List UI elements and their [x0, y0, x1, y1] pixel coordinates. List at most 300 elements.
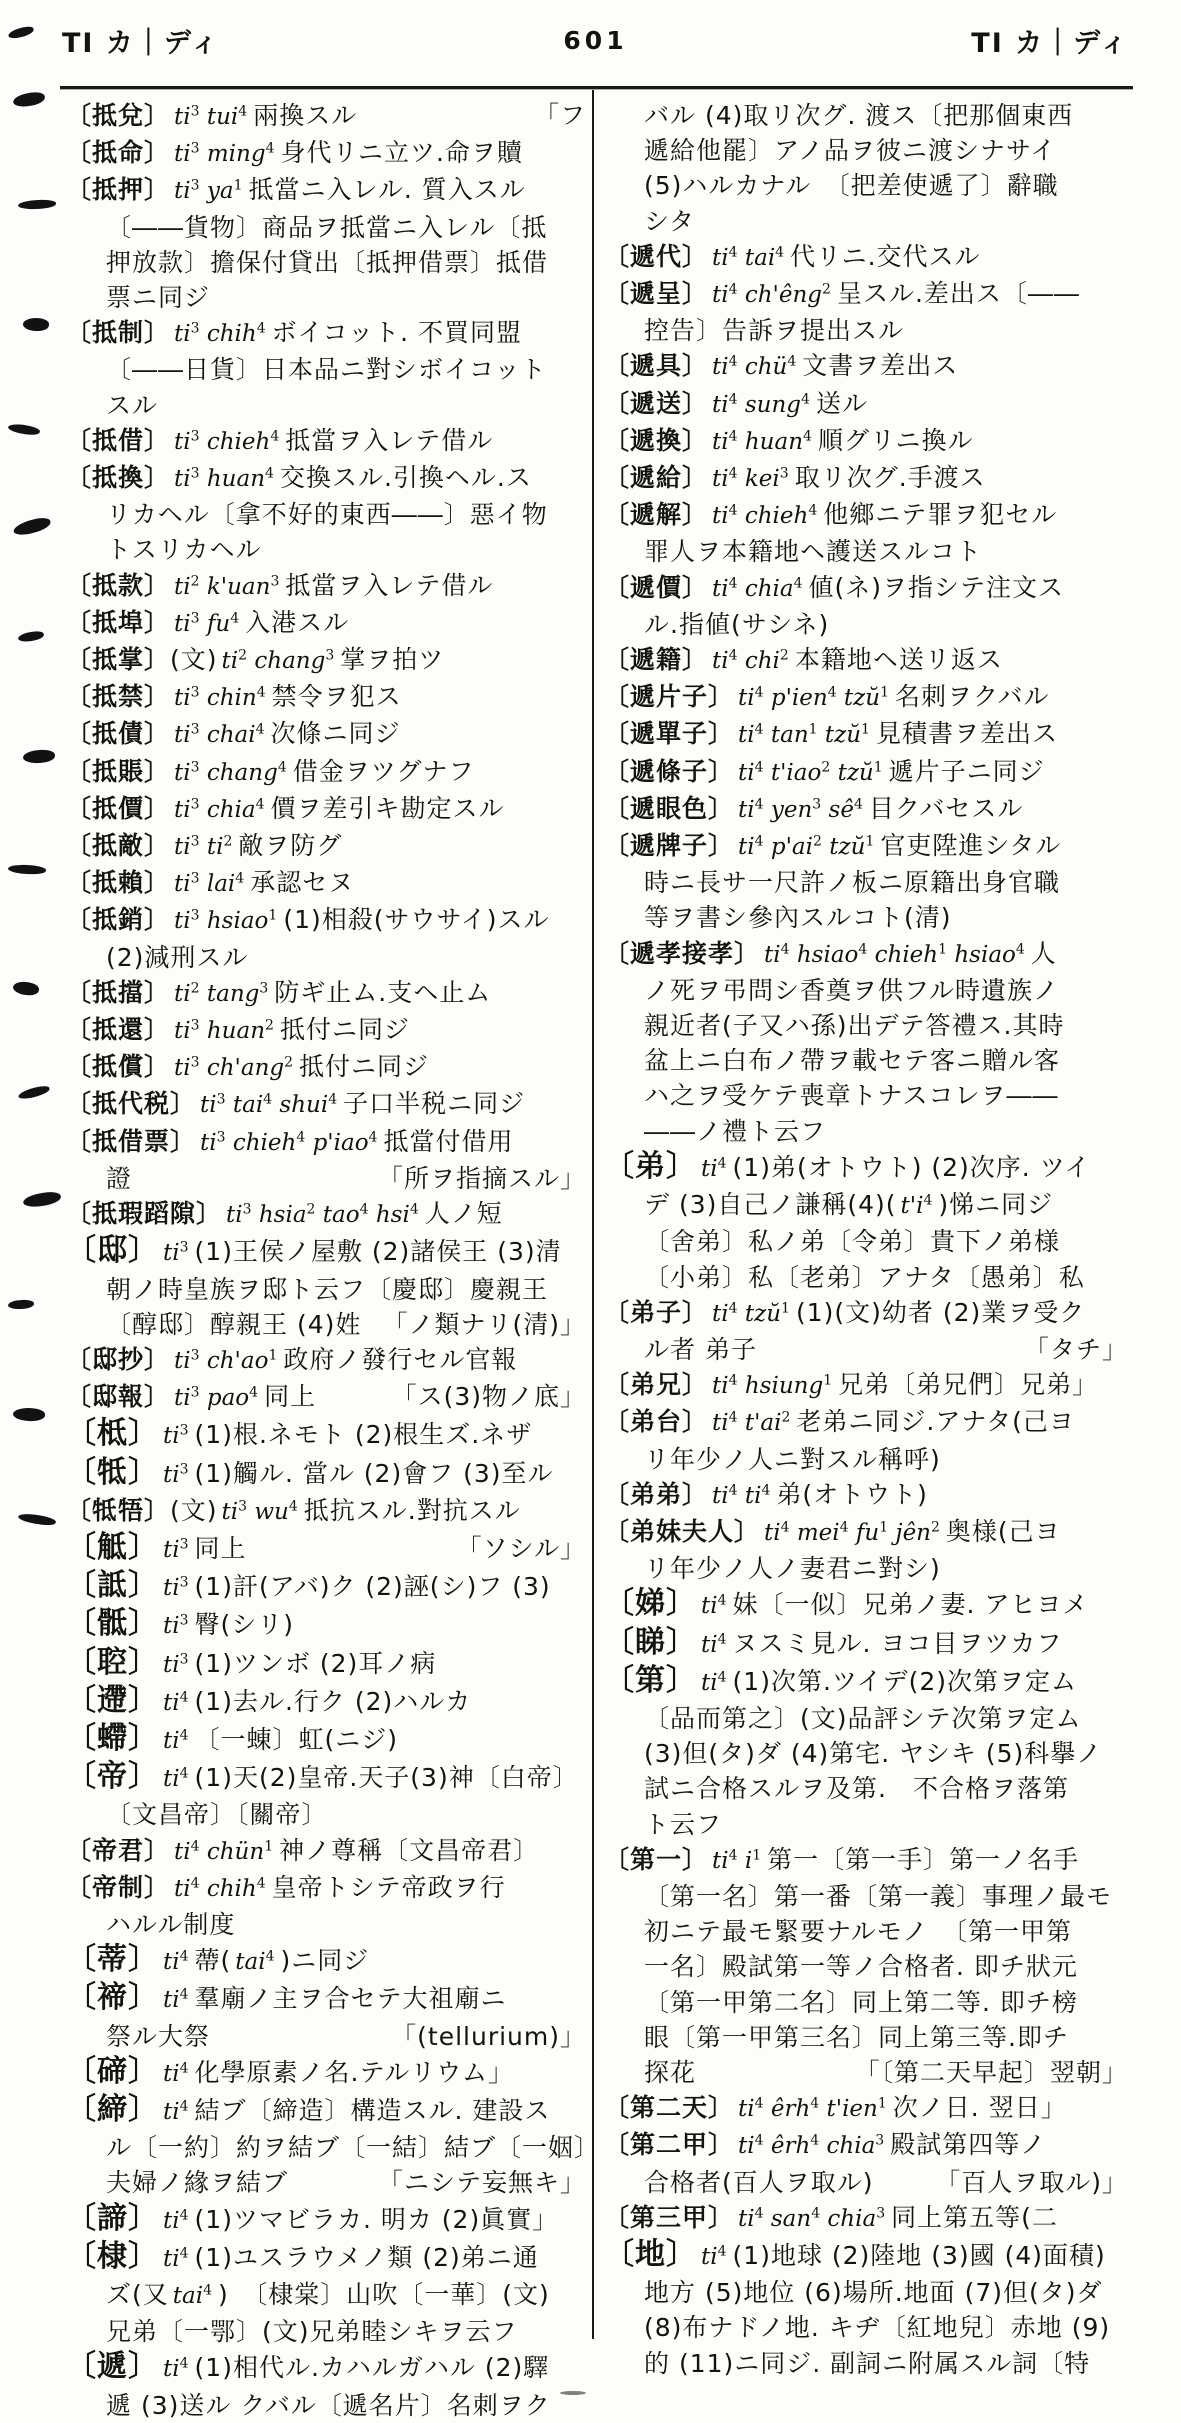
line-text	[66, 98, 526, 135]
romanization: $ti^3$	[163, 1650, 189, 1678]
headword: 〔遞呈〕	[604, 279, 709, 309]
dict-line	[66, 352, 586, 387]
line-text	[644, 2275, 1128, 2310]
dict-line	[604, 1985, 1128, 2020]
line-text	[604, 679, 1128, 716]
line-text	[66, 975, 586, 1012]
romanization: $ti^3$ $ya^1$	[174, 177, 243, 205]
dict-line	[66, 135, 586, 172]
line-text	[604, 1404, 1128, 1441]
dict-line	[604, 2310, 1128, 2345]
headword: 〔遞片子〕	[604, 682, 735, 712]
dict-line	[66, 1272, 586, 1307]
definition-text: スル	[106, 390, 159, 420]
definition-text: 抵當ニ入レル. 質入スル	[248, 175, 526, 205]
definition-text: 文書ヲ差出ス	[802, 351, 959, 381]
line-text	[66, 135, 586, 172]
line-text	[66, 1379, 384, 1416]
definition-text: 遞給他罷〕アノ品ヲ彼ニ渡シナサイ	[644, 136, 1057, 166]
headword-bold: 〔遰〕	[66, 1682, 159, 1718]
line-text	[66, 679, 586, 716]
dict-line	[604, 276, 1128, 313]
line-text	[66, 2054, 586, 2092]
line-text	[604, 642, 1128, 679]
headword: 〔遞價〕	[604, 572, 709, 602]
line-text	[644, 1043, 1128, 1078]
line-text	[106, 388, 586, 423]
romanization: tai$^4$	[172, 2282, 212, 2309]
line-text	[644, 2020, 1128, 2055]
line-text	[644, 1078, 1128, 1113]
definition-text: 他鄉ニテ罪ヲ犯セル	[823, 500, 1058, 530]
definition-text: 殿試第四等ノ	[890, 2130, 1047, 2160]
line-text	[66, 828, 586, 865]
romanization: $ti^3$ $fu^4$	[174, 610, 240, 637]
dict-line	[66, 497, 586, 532]
line-text	[644, 1949, 1128, 1984]
dict-line	[66, 1683, 586, 1721]
definition-text: (文)	[170, 645, 218, 675]
dict-line	[604, 1442, 1128, 1477]
definition-text: 目クバセスル	[868, 793, 1024, 823]
definition-text: (1)天(2)皇帝.天子(3)神〔白帝〕	[194, 1763, 579, 1793]
romanization: $ti^4$ t'iao$^2$ tzŭ$^1$	[738, 759, 883, 786]
line-text	[604, 1477, 1128, 1514]
definition-text: ズ(又	[106, 2279, 169, 2309]
headword-bold: 〔碲〕	[66, 2053, 159, 2089]
definition-text: 送ル	[815, 388, 868, 418]
headword: 〔遞眼色〕	[604, 793, 735, 823]
headword: 〔抵押〕	[66, 175, 171, 205]
dict-line	[604, 1260, 1128, 1295]
line-text	[644, 98, 1128, 133]
romanization: $ti^2$ tang$^3$	[174, 980, 269, 1007]
dict-line	[66, 2165, 586, 2200]
line-text	[604, 1149, 1128, 1187]
line-text	[644, 204, 1128, 239]
headword: 〔抵換〕	[66, 463, 171, 493]
line-text	[66, 568, 586, 605]
line-text	[644, 1551, 1128, 1586]
dict-line	[66, 1379, 586, 1416]
dict-line	[604, 642, 1128, 679]
line-text	[604, 1663, 1128, 1701]
dict-line	[604, 348, 1128, 385]
dict-line	[66, 642, 586, 679]
line-text	[66, 423, 586, 460]
headword-bold: 〔帝〕	[66, 1759, 159, 1795]
definition-text: (3)但(タ)ダ (4)第宅. ヤシキ (5)科擧ノ	[644, 1739, 1103, 1769]
dict-line	[604, 1043, 1128, 1078]
dict-line	[66, 1870, 586, 1907]
romanization: $ti^3$	[163, 1574, 189, 1602]
line-text	[66, 605, 586, 642]
dict-line	[66, 1980, 586, 2018]
line-text	[604, 936, 1128, 973]
definition-text: 抵付ニ同ジ	[299, 1052, 430, 1082]
definition-text: 名刺ヲクバル	[895, 682, 1050, 712]
dict-line	[66, 1086, 586, 1123]
headword: 〔抵制〕	[66, 318, 171, 348]
headword: 〔抵代税〕	[66, 1089, 197, 1119]
definition-text: (文)	[170, 1495, 218, 1525]
headword-bold: 〔諦〕	[66, 2200, 159, 2236]
headword-bold: 〔詆〕	[66, 1568, 159, 1604]
dict-line	[604, 133, 1128, 168]
definition-text: 盆上ニ白布ノ帶ヲ載セテ客ニ贈ル客	[644, 1046, 1061, 1076]
line-text	[644, 1008, 1128, 1043]
line-text	[106, 210, 586, 245]
dict-line	[66, 98, 586, 135]
dict-line	[604, 1551, 1128, 1586]
romanization: $ti^4$ p'ien$^4$ tzŭ$^1$	[738, 684, 890, 712]
catchword: 「ス(3)物ノ底」	[391, 1382, 586, 1412]
definition-text: )悌ニ同ジ	[938, 1190, 1054, 1220]
dict-line	[604, 2346, 1128, 2381]
headword: 〔帝制〕	[66, 1872, 171, 1902]
definition-text: 〔醇邸〕醇親王 (4)姓	[106, 1309, 362, 1339]
dict-line	[604, 679, 1128, 716]
dict-line	[66, 1233, 586, 1271]
romanization: $ti^4$ san$^4$ chia$^3$	[738, 2205, 886, 2232]
dict-line	[604, 534, 1128, 569]
headword: 〔抵掌〕	[66, 645, 171, 675]
romanization: $ti^3$ chieh$^4$	[174, 428, 280, 455]
line-text	[604, 1514, 1128, 1551]
romanization: $ti^3$	[163, 1612, 189, 1640]
definition-text: 試ニ合格スルヲ及第. 不合格ヲ落第	[644, 1774, 1069, 1804]
line-text	[644, 1187, 1128, 1224]
dict-line	[66, 679, 586, 716]
headword: 〔遞代〕	[604, 241, 709, 271]
line-text	[644, 1114, 1128, 1149]
margin-ink-mark	[18, 630, 45, 643]
definition-text: 子口半税ニ同ジ	[343, 1089, 526, 1119]
dict-line	[66, 2349, 586, 2387]
line-text	[106, 2019, 383, 2054]
definition-text: (1)ユスラウメノ類 (2)弟ニ通	[194, 2242, 539, 2272]
romanization: $ti^4$ $\tan^1$ tzŭ$^1$	[738, 721, 870, 749]
definition-text: ――ノ禮ト云フ	[644, 1116, 827, 1146]
romanization: $ti^4$	[163, 2355, 189, 2383]
headword: 〔遞具〕	[604, 351, 709, 381]
definition-text: (1)弟(オトウト) (2)次序. ツイ	[732, 1152, 1091, 1182]
line-text	[66, 1233, 586, 1271]
definition-text: 順グリニ換ル	[817, 425, 974, 455]
dict-line	[604, 2090, 1128, 2127]
definition-text: 防ギ止ム.支ヘ止ム	[274, 977, 492, 1007]
definition-text: 〔第一名〕第一番〔第一義〕事理ノ最モ	[644, 1881, 1113, 1911]
line-text	[66, 2349, 586, 2387]
dict-line	[66, 423, 586, 460]
catchword: 「〔第二天早起〕翌朝」	[854, 2057, 1128, 2087]
romanization: $ti^3$ huan$^4$	[174, 465, 274, 493]
definition-text: 等ヲ書シ參內スルコト(清)	[644, 903, 952, 933]
dict-line	[66, 1568, 586, 1606]
line-text	[106, 2314, 586, 2349]
romanization: $ti^4$	[163, 1948, 189, 1976]
line-text	[644, 1260, 1128, 1295]
dict-line	[66, 1907, 586, 1942]
headword: 〔邸報〕	[66, 1382, 171, 1412]
definition-text: 時ニ長サ一尺許ノ板ニ原籍出身官職	[644, 868, 1061, 898]
definition-text: (1)ツマビラカ. 明カ (2)眞實」	[194, 2204, 559, 2234]
dict-line	[66, 828, 586, 865]
line-text	[66, 865, 586, 902]
definition-text: 〔舍弟〕私ノ弟〔令弟〕貴下ノ弟様	[644, 1227, 1061, 1257]
romanization: $ti^3$ chih$^4$	[174, 320, 266, 348]
dict-line	[604, 1078, 1128, 1113]
line-text	[66, 1568, 586, 1606]
definition-text: (5)ハルカナル 〔把差使遞了〕辭職	[644, 171, 1059, 201]
dict-line	[66, 1645, 586, 1683]
headword: 〔第二甲〕	[604, 2130, 735, 2160]
definition-text: 呈スル.差出ス〔――	[836, 279, 1080, 309]
dict-line	[604, 900, 1128, 935]
line-text	[604, 716, 1128, 753]
dict-line	[66, 172, 586, 209]
romanization: $ti^4$	[701, 1669, 727, 1696]
romanization: $ti^3$ chieh$^4$ p'iao$^4$	[200, 1129, 378, 1156]
column-divider	[592, 90, 594, 2339]
definition-text: 祭ル大祭	[106, 2021, 211, 2051]
headword: 〔抵償〕	[66, 1052, 171, 1082]
definition-text: 掌ヲ拍ツ	[340, 645, 445, 675]
definition-text: 次條ニ同ジ	[270, 719, 401, 749]
definition-text: リ年少ノ人ニ對スル稱呼)	[644, 1444, 941, 1474]
headword-bold: 〔聜〕	[66, 1644, 159, 1680]
dict-line	[66, 1196, 586, 1233]
dict-line	[604, 1224, 1128, 1259]
line-text	[106, 940, 586, 975]
dict-line	[604, 1807, 1128, 1842]
definition-text: 朝ノ時皇族ヲ邸ト云フ〔慶邸〕慶親王	[106, 1274, 549, 1304]
definition-text: 一名〕殿試第一等ノ合格者. 即チ狀元	[644, 1952, 1078, 1982]
line-text	[66, 1870, 586, 1907]
headword: 〔遞送〕	[604, 388, 709, 418]
line-text	[644, 973, 1128, 1008]
romanization: $ti^3$	[163, 1422, 189, 1450]
line-text	[66, 1124, 586, 1161]
headword-bold: 〔遞〕	[66, 2349, 159, 2385]
romanization: $ti^4$ tzŭ$^1$	[712, 1300, 790, 1327]
headword: 〔抵賴〕	[66, 868, 171, 898]
line-text	[66, 1342, 586, 1379]
dict-line	[604, 1663, 1128, 1701]
romanization: $ti^4$ $p'ai^2$ tzŭ$^1$	[738, 833, 875, 861]
definition-text: 政府ノ發行セル官報	[283, 1344, 518, 1374]
definition-text: 同上	[194, 1533, 247, 1563]
definition-text: 合格者(百人ヲ取ル)	[644, 2167, 874, 2197]
line-text	[66, 1759, 586, 1797]
headword-bold: 〔睇〕	[604, 1624, 697, 1660]
dict-line	[604, 1949, 1128, 1984]
dict-line	[604, 1586, 1128, 1624]
dict-line	[604, 1701, 1128, 1736]
headword: 〔第二天〕	[604, 2093, 735, 2123]
dict-line	[66, 2277, 586, 2314]
dict-line	[66, 940, 586, 975]
page-number: 601	[563, 25, 628, 55]
definition-text: 票ニ同ジ	[106, 283, 211, 313]
dict-line	[66, 605, 586, 642]
definition-text: 抵當ヲ入レテ借ル	[285, 570, 494, 600]
definition-text: 代リニ.交代スル	[790, 241, 981, 271]
romanization: $ti^4$ êrh$^4$ chia$^3$	[738, 2132, 885, 2160]
romanization: $ti^4$ yen$^3$ $sê^4$	[738, 796, 863, 823]
headword: 〔牴牾〕	[66, 1495, 171, 1525]
headword: 〔邸抄〕	[66, 1344, 171, 1374]
dict-line	[66, 460, 586, 497]
headword-bold: 〔地〕	[604, 2236, 697, 2272]
dict-line	[604, 1879, 1128, 1914]
definition-text: 借金ヲツグナフ	[292, 756, 475, 786]
headword-bold: 〔禘〕	[66, 1980, 159, 2016]
dict-line	[66, 2239, 586, 2277]
dict-line	[604, 1514, 1128, 1551]
line-text	[66, 791, 586, 828]
headword: 〔帝君〕	[66, 1835, 171, 1865]
definition-text: 弟(オトウト)	[776, 1479, 928, 1509]
headword: 〔遞孝接孝〕	[604, 938, 761, 968]
line-text	[604, 239, 1128, 276]
line-text	[66, 1683, 586, 1721]
definition-text: ト云フ	[644, 1809, 723, 1839]
line-text	[66, 1493, 586, 1530]
dict-line	[66, 1049, 586, 1086]
definition-text: ノ死ヲ弔問シ香奠ヲ供フル時遺族ノ	[644, 975, 1060, 1005]
dict-line	[604, 1477, 1128, 1514]
headword-bold: 〔邸〕	[66, 1233, 159, 1269]
line-text	[604, 791, 1128, 828]
line-text	[644, 2055, 846, 2090]
headword-bold: 〔螮〕	[66, 1720, 159, 1756]
definition-text: デ (3)自己ノ謙稱(4)(	[644, 1190, 897, 1220]
line-text	[644, 1224, 1128, 1259]
romanization: $ti^3$	[163, 1239, 189, 1267]
margin-ink-mark	[18, 199, 56, 209]
romanization: $ti^3$ chia$^4$	[174, 796, 265, 823]
dict-line	[604, 570, 1128, 607]
romanization: $ti^4$ tai$^4$	[712, 244, 785, 271]
romanization: $ti^4$	[163, 1689, 189, 1716]
headword: 〔第三甲〕	[604, 2202, 735, 2232]
line-text	[644, 865, 1128, 900]
romanization: $ti^4$	[163, 2060, 189, 2087]
dict-line	[604, 2275, 1128, 2310]
line-text	[604, 754, 1128, 791]
line-text	[66, 642, 586, 679]
romanization: $ti^3$ $ti^2$	[174, 833, 233, 861]
headword: 〔抵借票〕	[66, 1126, 197, 1156]
definition-text: 押放款〕擔保付貸出〔抵押借票〕抵借	[106, 247, 549, 277]
headword-bold: 〔蒂〕	[66, 1942, 159, 1978]
romanization: $t'i^4$	[900, 1192, 933, 1220]
definition-text: トスリカヘル	[106, 535, 262, 565]
dict-line	[66, 280, 586, 315]
romanization: $ti^4$ huan$^4$	[712, 428, 812, 455]
definition-text: 妹〔一似〕兄弟ノ妻. アヒヨメ	[732, 1590, 1089, 1620]
romanization: $ti^2$ k'uan$^3$	[174, 572, 280, 600]
dict-line	[66, 791, 586, 828]
guide-word-left: TI カ｜ディ	[62, 27, 220, 59]
dict-line	[604, 1332, 1128, 1367]
headword: 〔遞換〕	[604, 425, 709, 455]
romanization: $ti^4$ sung$^4$	[712, 390, 810, 418]
dict-line	[66, 1124, 586, 1161]
line-text	[604, 1842, 1128, 1879]
line-text	[106, 2277, 586, 2314]
romanization: $ti^3$	[163, 1460, 189, 1488]
definition-text: 眼〔第一甲第三名〕同上第三等.即チ	[644, 2022, 1069, 2052]
line-text	[66, 315, 586, 352]
line-text	[604, 2090, 1128, 2127]
line-text	[644, 1701, 1128, 1736]
headword: 〔弟子〕	[604, 1297, 709, 1327]
definition-text: (1)相代ル.カハルガハル (2)驛	[194, 2353, 550, 2383]
dict-line	[66, 1797, 586, 1832]
line-text	[106, 1272, 586, 1307]
dict-line	[66, 2092, 586, 2130]
dict-line	[604, 1914, 1128, 1949]
catchword: 「(tellurium)」	[391, 2021, 586, 2051]
headword: 〔抵擋〕	[66, 977, 171, 1007]
romanization: $ti^4$	[163, 2206, 189, 2234]
headword: 〔弟兄〕	[604, 1370, 709, 1400]
definition-text: 的 (11)ニ同ジ. 副詞ニ附属スル詞〔特	[644, 2348, 1091, 2378]
definition-text: 〔小弟〕私〔老弟〕アナタ〔愚弟〕私	[644, 1262, 1085, 1292]
dict-line	[604, 2055, 1128, 2090]
definition-text: 價ヲ差引キ勘定スル	[270, 793, 505, 823]
headword: 〔遞籍〕	[604, 645, 709, 675]
dict-line	[604, 1149, 1128, 1187]
line-text	[604, 2127, 1128, 2164]
romanization: $ti^4$	[701, 1155, 727, 1182]
headword-bold: 〔弟〕	[604, 1148, 697, 1184]
dict-line	[604, 865, 1128, 900]
line-text	[604, 570, 1128, 607]
line-text	[604, 386, 1128, 423]
line-text	[644, 1442, 1128, 1477]
headword: 〔抵瑕蹈隙〕	[66, 1199, 223, 1229]
romanization: $ti^3$ ch'ang$^2$	[174, 1054, 294, 1082]
margin-ink-mark	[17, 1084, 50, 1100]
definition-text: )ニ同ジ	[280, 1946, 370, 1976]
dict-line	[66, 1493, 586, 1530]
margin-ink-mark	[7, 25, 34, 40]
romanization: $ti^3$ lai$^4$	[174, 870, 245, 898]
line-text	[604, 497, 1128, 534]
dict-line	[604, 2020, 1128, 2055]
romanization: $ti^4$	[163, 2245, 189, 2272]
dict-line	[604, 1736, 1128, 1771]
margin-ink-mark	[8, 864, 47, 876]
dict-line	[604, 98, 1128, 133]
definition-text: 皇帝トシテ帝政ヲ行	[271, 1872, 506, 1902]
headword: 〔抵款〕	[66, 570, 171, 600]
line-text	[644, 2310, 1128, 2345]
guide-word-right: TI カ｜ディ	[971, 27, 1129, 59]
definition-text: 兄弟〔一鄂〕(文)兄弟睦シキヲ云フ	[106, 2317, 518, 2347]
dict-line	[604, 936, 1128, 973]
dict-line	[604, 497, 1128, 534]
definition-text: ハ之ヲ受ケテ喪章トナスコレヲ――	[644, 1081, 1059, 1111]
romanization: $ti^3$ tui$^4$	[174, 103, 248, 130]
line-text	[66, 460, 586, 497]
definition-text: ル〔一約〕約ヲ結ブ〔一結〕結ブ〔一姻〕	[106, 2133, 601, 2163]
definition-text: (8)布ナドノ地. キヂ〔紅地兒〕赤地 (9)	[644, 2313, 1111, 2343]
definition-text: (1)觸ル. 當ル (2)會フ (3)至ル	[194, 1458, 554, 1488]
